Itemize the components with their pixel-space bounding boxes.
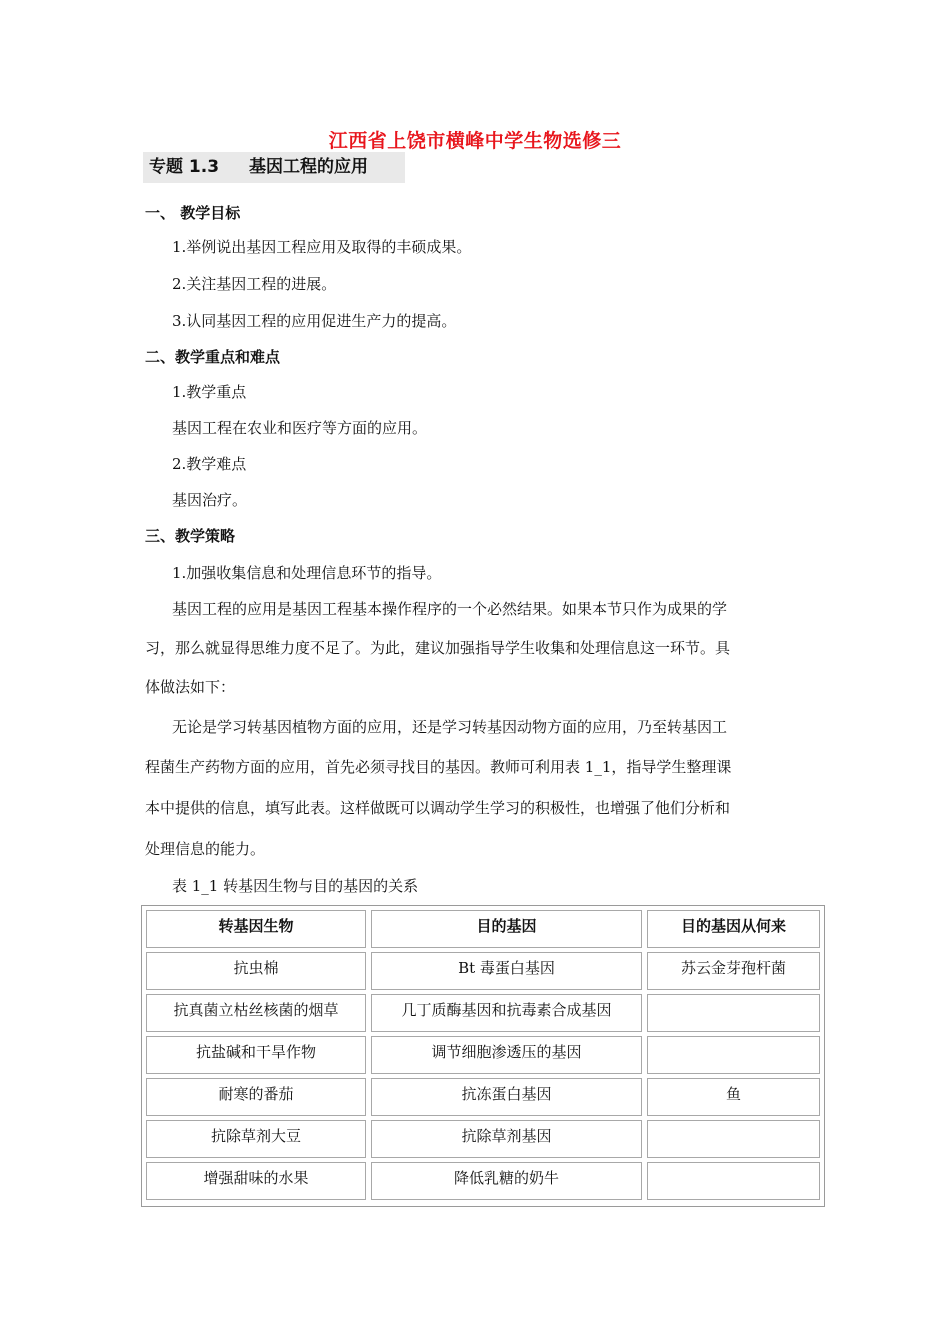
table-cell [647,1120,820,1158]
table-cell: Bt 毒蛋白基因 [371,952,642,990]
section-heading-strategy: 三、教学策略 [145,527,236,545]
table-cell: 抗冻蛋白基因 [371,1078,642,1116]
table-row [146,1078,820,1116]
section-heading-objectives: 一、 教学目标 [145,204,241,222]
topic-header [143,152,405,183]
table-cell: 鱼 [647,1078,820,1116]
table-caption: 表 1_1 转基因生物与目的基因的关系 [172,877,419,895]
topic-number: 专题 1.3 [149,157,220,177]
table-cell: 降低乳糖的奶牛 [371,1162,642,1200]
table-row [146,1162,820,1200]
objective-item: 1.举例说出基因工程应用及取得的丰硕成果。 [172,238,472,256]
table-row [146,952,820,990]
paragraph-line: 基因工程的应用是基因工程基本操作程序的一个必然结果。如果本节只作为成果的学 [172,600,728,618]
table-row [146,994,820,1032]
paragraph-line: 无论是学习转基因植物方面的应用，还是学习转基因动物方面的应用，乃至转基因工 [172,718,728,736]
paragraph-line: 处理信息的能力。 [145,840,266,858]
table-cell [647,1036,820,1074]
table-row [146,1120,820,1158]
table-cell: 抗虫棉 [146,952,366,990]
table-row [146,1036,820,1074]
table-cell: 抗盐碱和干旱作物 [146,1036,366,1074]
section-heading-key-points: 二、教学重点和难点 [145,348,281,366]
table-cell: 调节细胞渗透压的基因 [371,1036,642,1074]
paragraph-line: 体做法如下： [145,678,236,696]
gene-table [141,905,825,1207]
paragraph-line: 习，那么就显得思维力度不足了。为此，建议加强指导学生收集和处理信息这一环节。具 [145,639,731,657]
topic-name: 基因工程的应用 [249,157,368,177]
table-header-cell: 目的基因 [371,910,642,948]
table-cell: 抗除草剂大豆 [146,1120,366,1158]
key-point-text: 基因工程在农业和医疗等方面的应用。 [172,419,428,437]
objective-item: 2.关注基因工程的进展。 [172,275,337,293]
table-cell: 几丁质酶基因和抗毒素合成基因 [371,994,642,1032]
difficult-point-label: 2.教学难点 [172,455,247,473]
table-header-cell: 转基因生物 [146,910,366,948]
table-cell: 抗除草剂基因 [371,1120,642,1158]
paragraph-line: 程菌生产药物方面的应用，首先必须寻找目的基因。教师可利用表 1_1，指导学生整理课 [145,758,732,776]
table-header-row [146,910,820,948]
page-title: 江西省上饶市横峰中学生物选修三 [328,130,622,152]
key-point-label: 1.教学重点 [172,383,247,401]
strategy-item: 1.加强收集信息和处理信息环节的指导。 [172,564,442,582]
table-cell [647,994,820,1032]
table-cell: 苏云金芽孢杆菌 [647,952,820,990]
table-cell: 抗真菌立枯丝核菌的烟草 [146,994,366,1032]
table-header-cell: 目的基因从何来 [647,910,820,948]
difficult-point-text: 基因治疗。 [172,491,248,509]
paragraph-line: 本中提供的信息，填写此表。这样做既可以调动学生学习的积极性，也增强了他们分析和 [145,799,731,817]
table-cell [647,1162,820,1200]
table-cell: 耐寒的番茄 [146,1078,366,1116]
objective-item: 3.认同基因工程的应用促进生产力的提高。 [172,312,457,330]
table-cell: 增强甜味的水果 [146,1162,366,1200]
